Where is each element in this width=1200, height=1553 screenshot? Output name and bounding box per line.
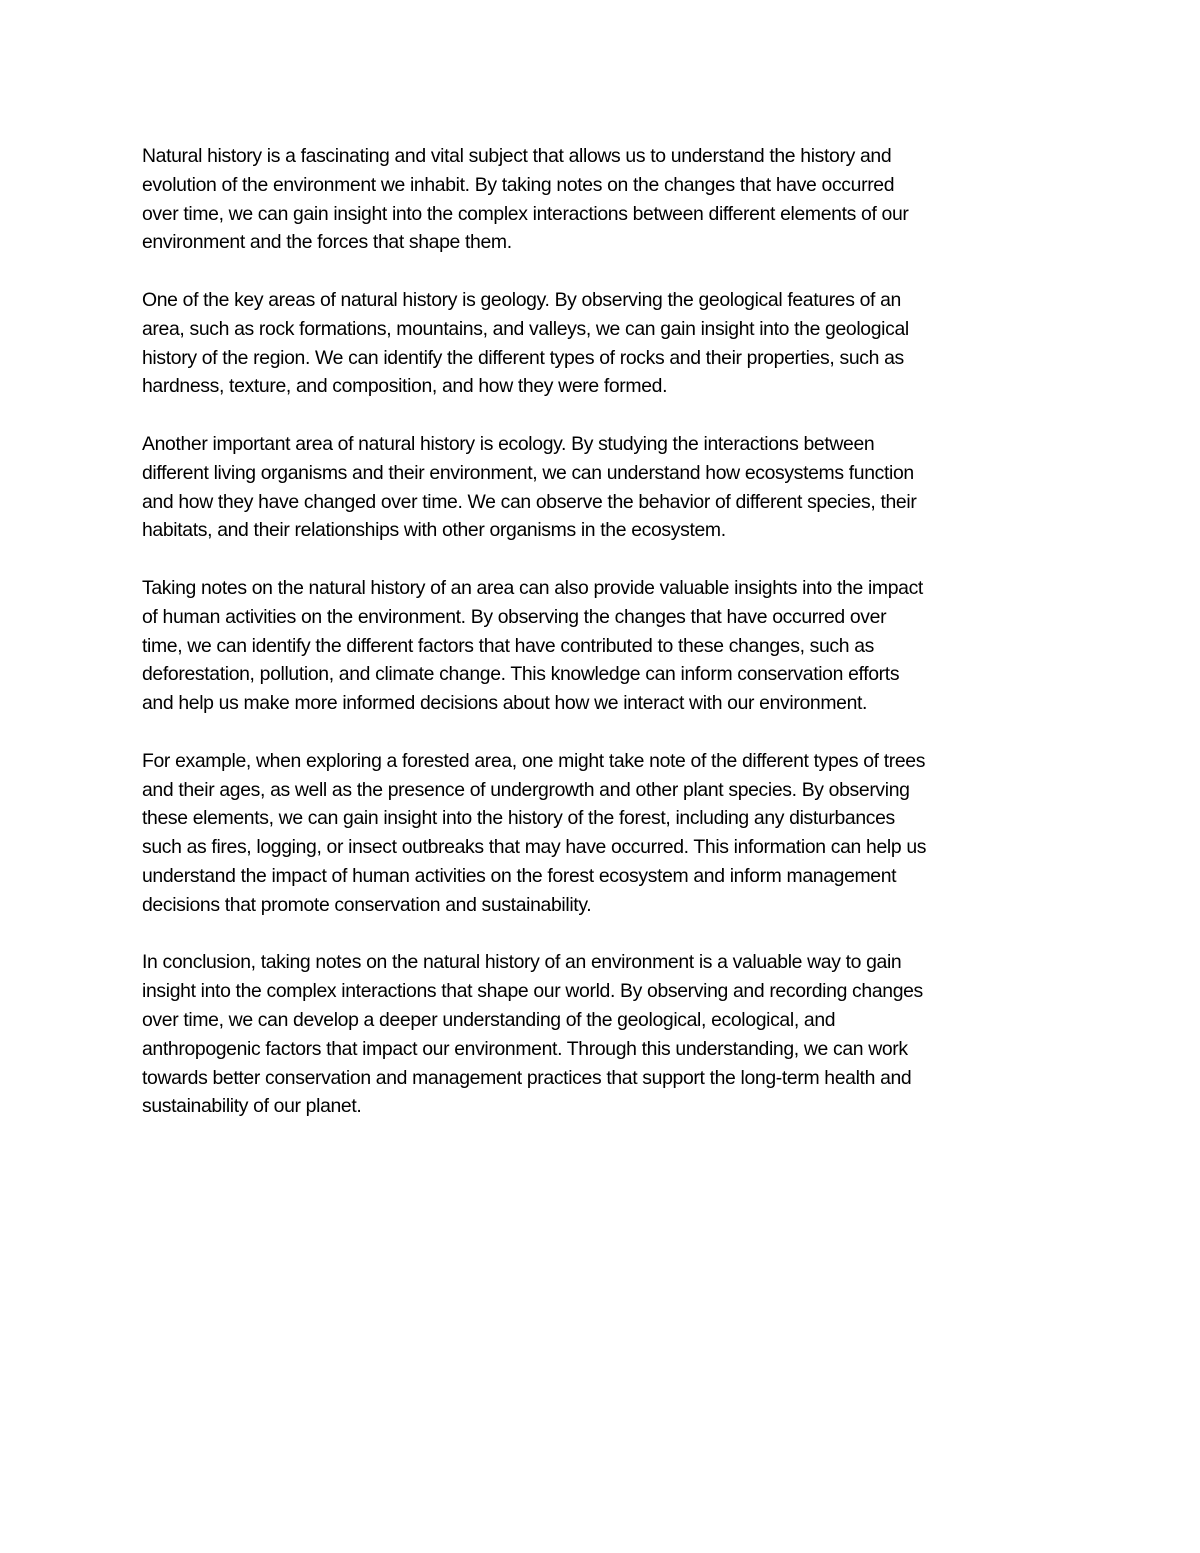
text-line: over time, we can develop a deeper understanding of the geological, ecological, and bbox=[142, 1008, 836, 1031]
text-line: history of the region. We can identify the different types of rocks and their properties, such as bbox=[142, 346, 904, 369]
paragraph-ecology bbox=[142, 430, 1058, 545]
text-line: hardness, texture, and composition, and how they were formed. bbox=[142, 375, 668, 398]
text-line: One of the key areas of natural history is geology. By observing the geological features of an bbox=[142, 288, 901, 311]
text-line: such as fires, logging, or insect outbreaks that may have occurred. This information can help us bbox=[142, 836, 927, 859]
paragraph-example bbox=[142, 747, 1058, 920]
text-line: of human activities on the environment. By observing the changes that have occurred over bbox=[142, 605, 887, 628]
text-line: and their ages, as well as the presence of undergrowth and other plant species. By observing bbox=[142, 778, 910, 801]
text-line: sustainability of our planet. bbox=[142, 1095, 362, 1118]
text-line: insight into the complex interactions that shape our world. By observing and recording changes bbox=[142, 980, 923, 1003]
paragraph-human-impact bbox=[142, 574, 1058, 718]
text-line: understand the impact of human activities on the forest ecosystem and inform management bbox=[142, 864, 897, 887]
text-line: decisions that promote conservation and sustainability. bbox=[142, 893, 592, 916]
text-line: and help us make more informed decisions about how we interact with our environment. bbox=[142, 692, 868, 715]
text-line: environment and the forces that shape them. bbox=[142, 231, 512, 254]
text-line: evolution of the environment we inhabit. By taking notes on the changes that have occurred bbox=[142, 173, 895, 196]
document-body bbox=[142, 142, 1058, 1150]
paragraph-intro bbox=[142, 142, 1058, 257]
paragraph-geology bbox=[142, 286, 1058, 401]
text-line: anthropogenic factors that impact our environment. Through this understanding, we can work bbox=[142, 1037, 908, 1060]
text-line: habitats, and their relationships with other organisms in the ecosystem. bbox=[142, 519, 726, 542]
text-line: For example, when exploring a forested area, one might take note of the different types of trees bbox=[142, 749, 926, 772]
text-line: and how they have changed over time. We can observe the behavior of different species, their bbox=[142, 490, 917, 513]
text-line: different living organisms and their environment, we can understand how ecosystems function bbox=[142, 461, 914, 484]
text-line: Another important area of natural history is ecology. By studying the interactions between bbox=[142, 432, 875, 455]
text-line: time, we can identify the different factors that have contributed to these changes, such as bbox=[142, 634, 875, 657]
text-line: Taking notes on the natural history of an area can also provide valuable insights into the impact bbox=[142, 576, 923, 599]
text-line: towards better conservation and management practices that support the long-term health and bbox=[142, 1066, 912, 1089]
text-line: Natural history is a fascinating and vital subject that allows us to understand the history and bbox=[142, 145, 892, 167]
text-line: In conclusion, taking notes on the natural history of an environment is a valuable way to gain bbox=[142, 951, 902, 974]
text-line: over time, we can gain insight into the complex interactions between different elements of our bbox=[142, 202, 909, 225]
text-line: these elements, we can gain insight into the history of the forest, including any disturbances bbox=[142, 807, 895, 830]
text-line: deforestation, pollution, and climate change. This knowledge can inform conservation efforts bbox=[142, 663, 900, 686]
text-line: area, such as rock formations, mountains, and valleys, we can gain insight into the geological bbox=[142, 317, 909, 340]
paragraph-conclusion bbox=[142, 948, 1058, 1121]
